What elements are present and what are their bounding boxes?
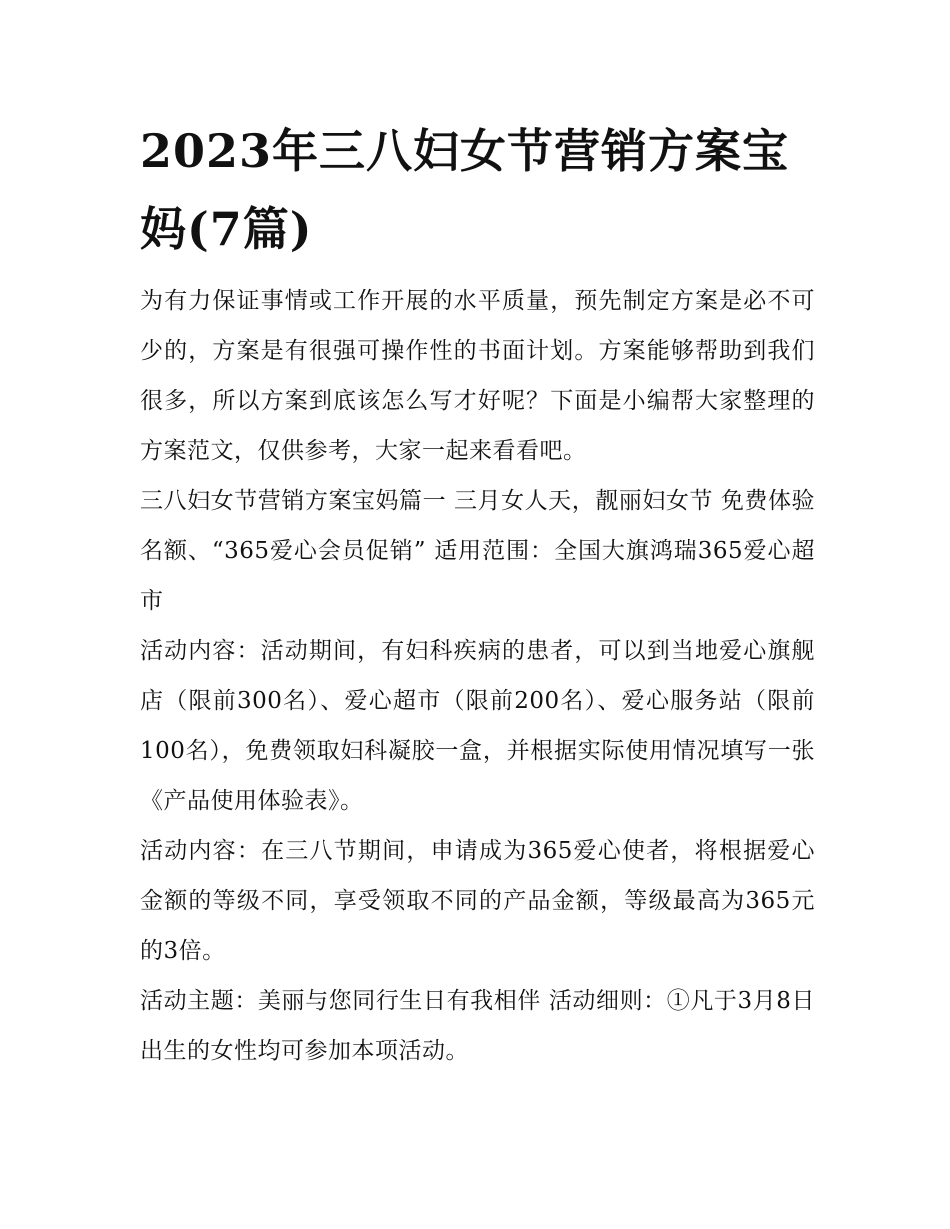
paragraph-activity-content-2: 活动内容：在三八节期间，申请成为365爱心使者，将根据爱心金额的等级不同，享受领取不同的产品金额，等级最高为365元的3倍。 — [140, 838, 815, 964]
paragraph-activity-content-1: 活动内容：活动期间，有妇科疾病的患者，可以到当地爱心旗舰店（限前300名）、爱心超市（限前200名）、爱心服务站（限前100名），免费领取妇科凝胶一盒，并根据实际使用情况填写一张《产品使用体验表》。 — [140, 638, 815, 814]
paragraph-activity-theme: 活动主题：美丽与您同行生日有我相伴 活动细则：①凡于3月8日出生的女性均可参加本项活动。 — [140, 988, 815, 1064]
paragraph-section-one: 三八妇女节营销方案宝妈篇一 三月女人天，靓丽妇女节 免费体验名额、“365爱心会员促销” 适用范围：全国大旗鸿瑞365爱心超市 — [140, 488, 815, 614]
document-page — [140, 112, 815, 1076]
paragraph-intro: 为有力保证事情或工作开展的水平质量，预先制定方案是必不可少的，方案是有很强可操作性的书面计划。方案能够帮助到我们很多，所以方案到底该怎么写才好呢？下面是小编帮大家整理的方案范文，仅供参考，大家一起来看看吧。 — [140, 288, 815, 464]
document-title: 2023年三八妇女节营销方案宝妈(7篇) — [140, 124, 790, 256]
